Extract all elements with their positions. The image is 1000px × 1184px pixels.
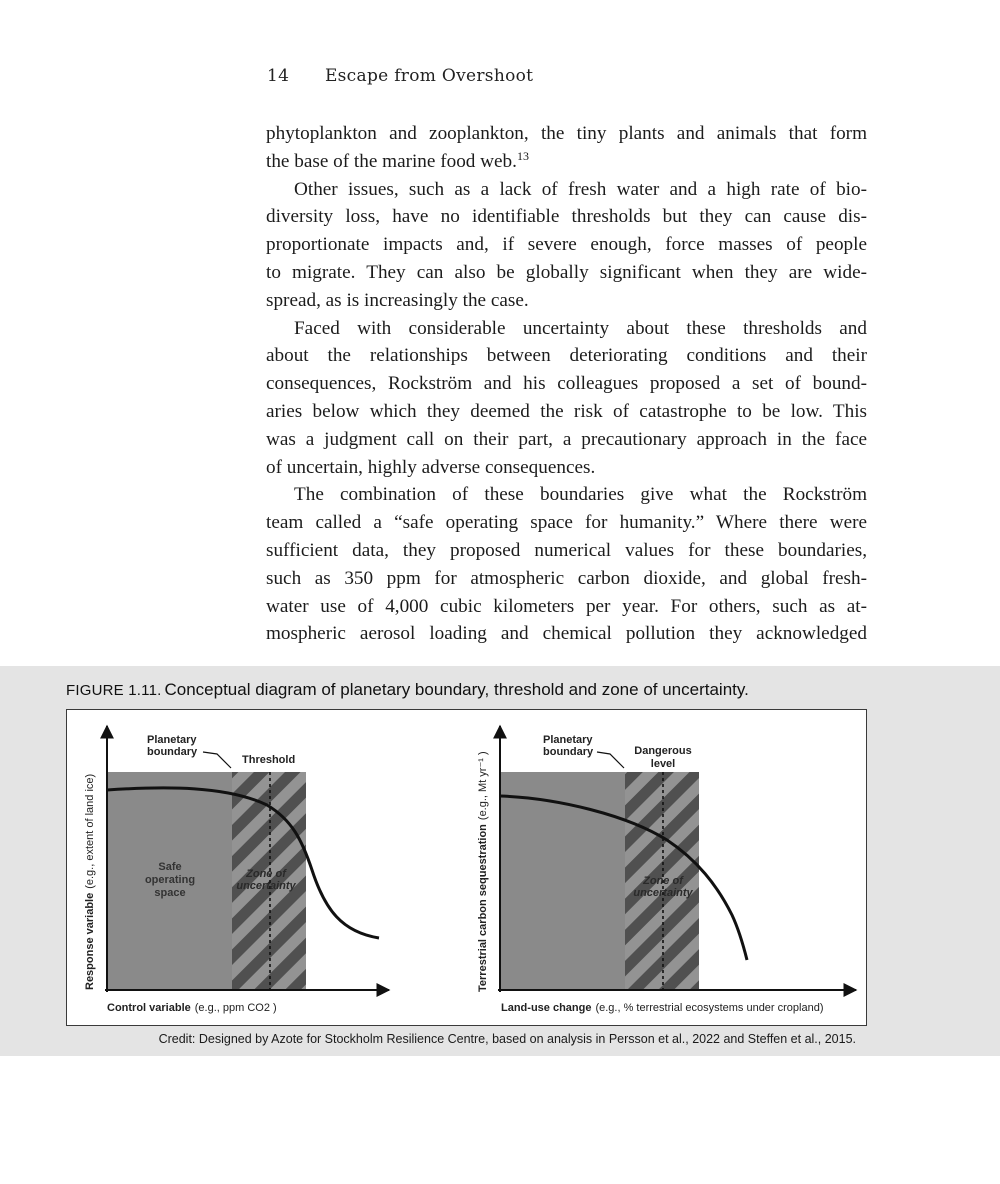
planetary-boundary-label: boundary [543,746,594,758]
text-line: mospheric aerosol loading and chemical pollution they acknowledged [266,623,867,645]
x-axis-label-bold: Control variable [107,1002,191,1014]
text-line: to migrate. They can also be globally significant when they are wide- [266,261,867,283]
text-line: aries below which they deemed the risk of catastrophe to be low. This [266,400,867,422]
dangerous-level-label: level [650,758,676,770]
boundary-pointer [597,752,624,768]
text-line: such as 350 ppm for atmospheric carbon dioxide, and global fresh- [266,567,867,589]
running-head [267,66,533,86]
y-axis-label [477,751,489,992]
text-line-content: the base of the marine food web. [266,150,517,172]
y-axis-label-bold: Terrestrial carbon sequestration [477,824,489,992]
zone-label: uncertainty [633,887,693,899]
dangerous-level-label: Dangerous [634,745,692,757]
planetary-boundary-label: boundary [147,746,198,758]
figure-caption [66,680,749,700]
x-axis-label-example: (e.g., % terrestrial ecosystems under cropland) [595,1002,824,1014]
x-axis-label [107,1002,277,1014]
text-line: of uncertain, highly adverse consequences. [266,456,596,478]
text-line: Faced with considerable uncertainty about these thresholds and [294,317,867,339]
zone-label: uncertainty [236,880,296,892]
figure-label: FIGURE 1.11. [66,682,162,699]
safe-space-label: space [154,887,186,899]
footnote-ref[interactable]: 13 [516,148,529,163]
zone-label: Zone of [246,868,286,880]
x-axis-label-example: (e.g., ppm CO2 ) [194,1002,277,1014]
text-line: Other issues, such as a lack of fresh water and a high rate of bio- [294,178,867,200]
figure-caption-text: Conceptual diagram of planetary boundary, threshold and zone of uncertainty. [164,680,749,699]
y-axis-label-example: (e.g., Mt yr⁻¹ ) [477,751,489,821]
text-line: sufficient data, they proposed numerical values for these boundaries, [266,539,867,561]
page-number: 14 [267,66,290,86]
figure-diagram [67,710,866,1025]
boundary-pointer [203,752,231,768]
text-line: proportionate impacts and, if severe enough, force masses of people [266,234,867,256]
text-line: diversity loss, have no identifiable thresholds but they can cause dis- [266,206,867,228]
text-line: water use of 4,000 cubic kilometers per year. For others, such as at- [266,595,867,617]
text-line: team called a “safe operating space for humanity.” Where there were [266,512,867,534]
safe-space-label: Safe [158,861,182,873]
text-line: The combination of these boundaries give what the Rockström [294,484,867,506]
y-axis-label-bold: Response variable [84,892,96,990]
y-axis-label-example: (e.g., extent of land ice) [84,773,96,889]
figure-credit: Credit: Designed by Azote for Stockholm Resilience Centre, based on analysis in Persson et al., 2022 and Steffen et al., 2015. [158,1032,856,1046]
zone-label: Zone of [643,875,683,887]
x-axis-label [501,1002,824,1014]
figure-frame [66,709,867,1026]
text-line: phytoplankton and zooplankton, the tiny plants and animals that form [266,123,867,144]
text-line: consequences, Rockström and his colleagues proposed a set of bound- [266,373,867,395]
book-title: Escape from Overshoot [324,66,534,86]
text-line: was a judgment call on their part, a precautionary approach in the face [266,428,867,450]
planetary-boundary-label: Planetary [543,734,593,746]
left-panel [84,726,389,1014]
planetary-boundary-label: Planetary [147,734,197,746]
safe-space-label: operating [144,874,196,886]
x-axis-label-bold: Land-use change [501,1002,592,1014]
y-axis-label [84,774,96,990]
text-line: about the relationships between deteriorating conditions and their [266,345,867,367]
body-text [266,120,867,648]
threshold-label: Threshold [242,754,296,766]
right-panel [477,726,856,1014]
text-line [266,148,867,176]
text-line: spread, as is increasingly the case. [266,289,529,311]
